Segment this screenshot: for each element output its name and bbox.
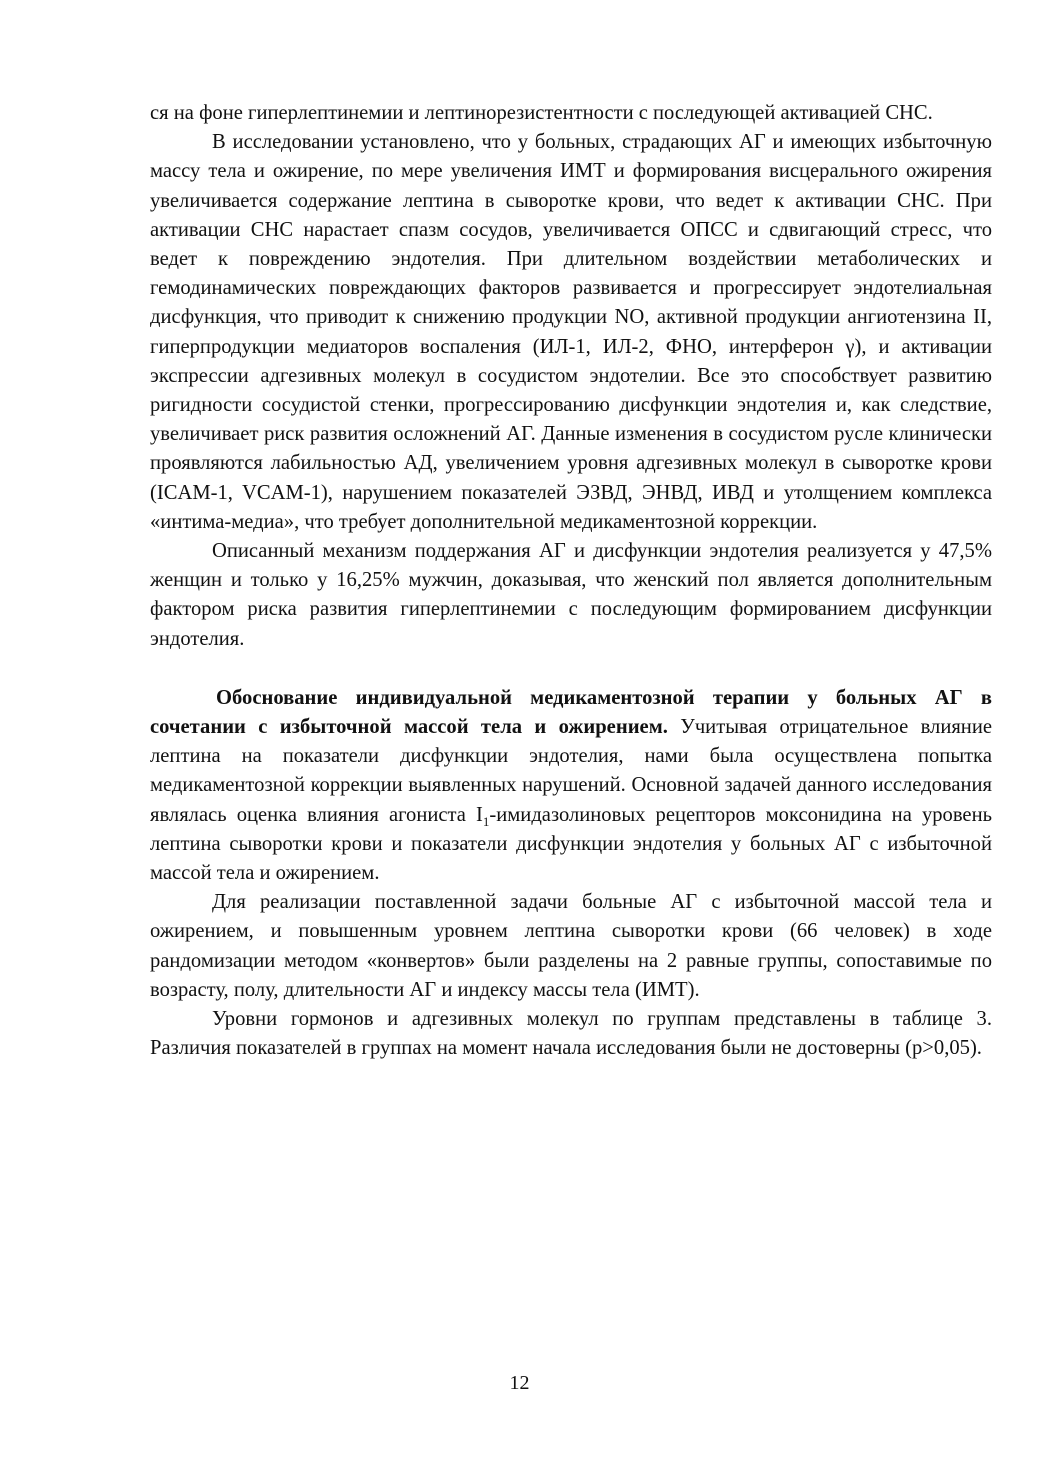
- paragraph-gender-mechanism: Описанный механизм поддержания АГ и дисфункции эндотелия реализуется у 47,5% женщин и только у 16,25% мужчин, доказывая, что женский пол является дополнительным фактором риска развития гиперлептинемии с последующим формированием дисфункции эндотелия.: [150, 540, 992, 650]
- page-number: 12: [509, 1372, 530, 1394]
- subscript-number: 1: [482, 813, 490, 829]
- paragraph-text-part-2: -имидазолиновых рецепторов моксонидина на уровень лептина сыворотки крови и показатели дисфункции эндотелия у больных АГ с избыточной массой тела и ожирением.: [150, 803, 992, 885]
- paragraph-study-findings: В исследовании установлено, что у больных, страдающих АГ и имеющих избыточную массу тела и ожирение, по мере увеличения ИМТ и формирования висцерального ожирения увеличивается содержание лептина в сыворотке крови, что ведет к активации СНС. При активации СНС нарастает спазм сосудов, увеличивается ОПСС и сдвигающий стресс, что ведет к повреждению эндотелия. При длительном воздействии метаболических и гемодинамических повреждающих факторов развивается и прогрессирует эндотелиальная дисфункция, что приводит к снижению продукции NO, активной продукции ангиотензина II, гиперпродукции медиаторов воспаления (ИЛ-1, ИЛ-2, ФНО, интерферон γ), и активации экспрессии адгезивных молекул в сосудистом эндотелии. Все это способствует развитию ригидности сосудистой стенки, прогрессированию дисфункции эндотелия и, как следствие, увеличивает риск развития осложнений АГ. Данные изменения в сосудистом русле клинически проявляются лабильностью АД, увеличением уровня адгезивных молекул в сыворотке крови (ICAM-1, VCAM-1), нарушением показателей ЭЗВД, ЭНВД, ИВД и утолщением комплекса «интима-медиа», что требует дополнительной медикаментозной коррекции.: [150, 131, 992, 533]
- section-heading: Обоснование индивидуальной медикаментозной терапии у больных АГ в сочетании с избыточной массой тела и ожирением.: [150, 686, 992, 739]
- paragraph-therapy-rationale: [150, 684, 992, 888]
- paragraph-text-part-1: Учитывая отрицательное влияние лептина на показатели дисфункции эндотелия, нами была осуществлена попытка медикаментозной коррекции выявленных нарушений. Основной задачей данного исследования являлась оценка влияния агониста I: [150, 716, 992, 826]
- paragraph-continuation: ся на фоне гиперлептинемии и лептинорезистентности с последующей активацией СНС.: [150, 102, 933, 124]
- document-body: [150, 99, 992, 1064]
- paragraph-spacer: [150, 654, 992, 684]
- paragraph-randomization: Для реализации поставленной задачи больные АГ с избыточной массой тела и ожирением, и повышенным уровнем лептина сыворотки крови (66 человек) в ходе рандомизации методом «конвертов» были разделены на 2 равные группы, сопоставимые по возрасту, полу, длительности АГ и индексу массы тела (ИМТ).: [150, 891, 992, 1001]
- paragraph-hormone-levels: Уровни гормонов и адгезивных молекул по группам представлены в таблице 3. Различия показателей в группах на момент начала исследования были не достоверны (p>0,05).: [150, 1008, 992, 1060]
